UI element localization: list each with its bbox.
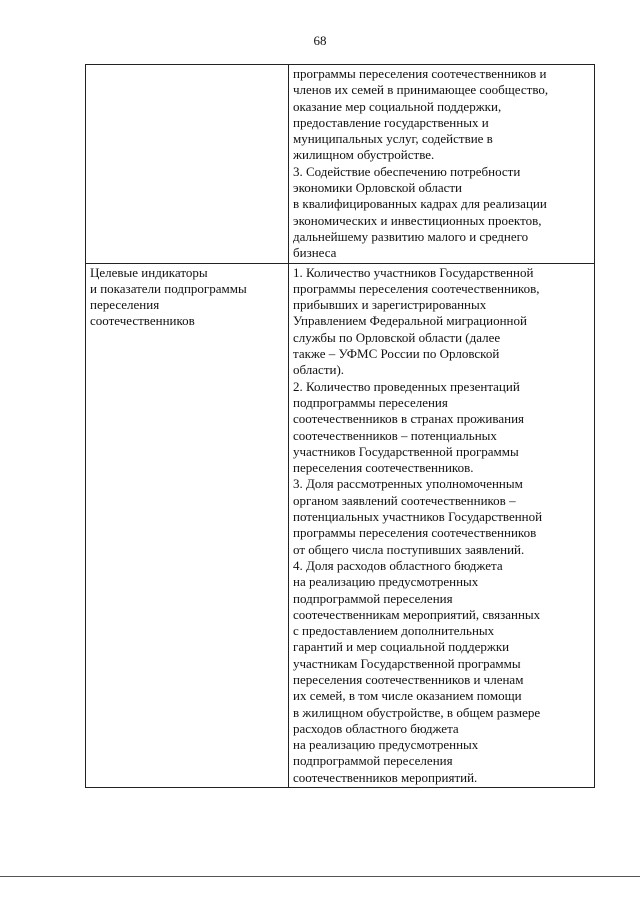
table-cell-content xyxy=(289,65,595,264)
text-line: участникам Государственной программы xyxy=(293,655,521,671)
text-line: Управлением Федеральной миграционной xyxy=(293,313,527,329)
page-number: 68 xyxy=(313,33,327,48)
text-line: жилищном обустройстве. xyxy=(293,147,435,163)
page-bottom-edge xyxy=(0,876,640,877)
text-line: переселения xyxy=(90,297,160,313)
text-line: оказание мер социальной поддержки, xyxy=(293,98,502,114)
text-line: Целевые индикаторы xyxy=(90,264,208,280)
text-line: прибывших и зарегистрированных xyxy=(293,297,487,313)
text-line: потенциальных участников Государственной xyxy=(293,509,543,525)
text-line: 2. Количество проведенных презентаций xyxy=(293,378,520,394)
text-line: 4. Доля расходов областного бюджета xyxy=(293,557,503,573)
table-cell-label xyxy=(86,263,289,788)
text-line: и показатели подпрограммы xyxy=(90,280,247,296)
text-line: предоставление государственных и xyxy=(293,114,489,130)
text-line: 3. Содействие обеспечению потребности xyxy=(293,163,521,179)
text-line: 3. Доля рассмотренных уполномоченным xyxy=(293,476,523,492)
text-line: соотечественников мероприятий. xyxy=(293,769,478,785)
table-row xyxy=(86,65,595,264)
text-line: от общего числа поступивших заявлений. xyxy=(293,541,525,557)
text-line: программы переселения соотечественников и xyxy=(293,66,547,81)
text-line: подпрограммой переселения xyxy=(293,590,453,606)
text-line: программы переселения соотечественников, xyxy=(293,280,540,296)
text-line: области). xyxy=(293,362,345,378)
text-line: членов их семей в принимающее сообщество, xyxy=(293,82,549,98)
text-line: их семей, в том числе оказанием помощи xyxy=(293,688,522,704)
text-line: муниципальных услуг, содействие в xyxy=(293,131,493,147)
text-line: с предоставлением дополнительных xyxy=(293,623,495,639)
text-line: бизнеса xyxy=(293,245,337,261)
table-cell-content xyxy=(289,263,595,788)
text-line: в квалифицированных кадрах для реализации xyxy=(293,196,547,212)
text-line: соотечественникам мероприятий, связанных xyxy=(293,606,541,622)
text-line: расходов областного бюджета xyxy=(293,720,459,736)
text-line: экономики Орловской области xyxy=(293,180,463,196)
text-line: на реализацию предусмотренных xyxy=(293,737,479,753)
text-line: в жилищном обустройстве, в общем размере xyxy=(293,704,541,720)
text-line: экономических и инвестиционных проектов, xyxy=(293,212,542,228)
text-line: программы переселения соотечественников xyxy=(293,525,537,541)
text-line: переселения соотечественников и членам xyxy=(293,671,524,687)
table-cell-label xyxy=(86,65,289,264)
text-line: 1. Количество участников Государственной xyxy=(293,264,534,280)
text-line: дальнейшему развитию малого и среднего xyxy=(293,228,529,244)
document-table xyxy=(85,64,595,788)
text-line: также – УФМС России по Орловской xyxy=(293,346,500,362)
text-line: органом заявлений соотечественников – xyxy=(293,492,516,508)
text-line: службы по Орловской области (далее xyxy=(293,329,501,345)
text-line: на реализацию предусмотренных xyxy=(293,574,479,590)
text-line: участников Государственной программы xyxy=(293,443,519,459)
text-line: гарантий и мер социальной поддержки xyxy=(293,639,510,655)
text-line: соотечественников xyxy=(90,313,195,329)
text-line: соотечественников в странах проживания xyxy=(293,411,525,427)
text-line: соотечественников – потенциальных xyxy=(293,427,497,443)
text-line: подпрограммой переселения xyxy=(293,753,453,769)
text-line: подпрограммы переселения xyxy=(293,394,448,410)
table-row xyxy=(86,263,595,788)
text-line: переселения соотечественников. xyxy=(293,460,474,476)
